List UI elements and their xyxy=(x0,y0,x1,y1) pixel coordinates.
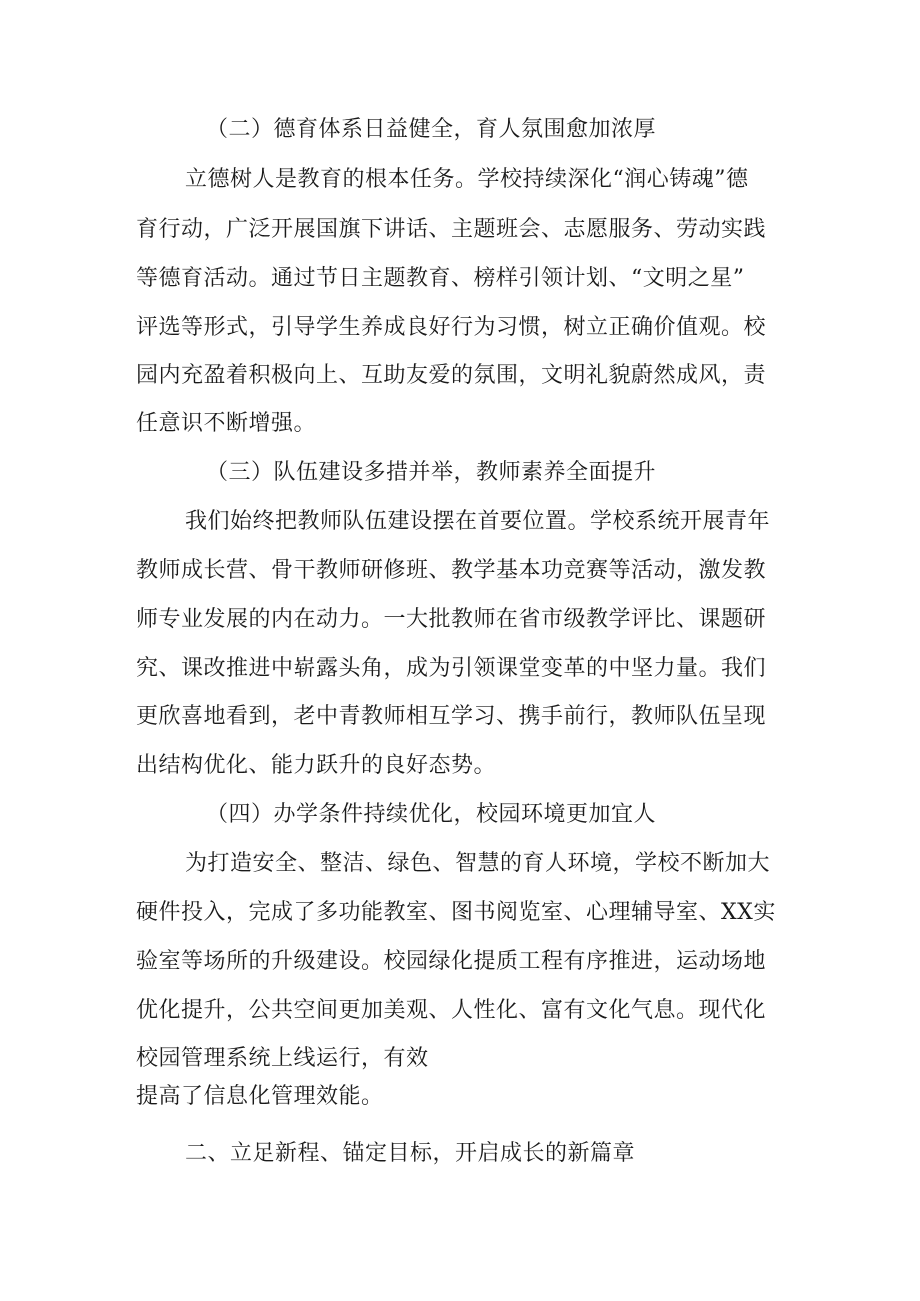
paragraph-line: 提高了信息化管理效能。 xyxy=(136,1084,384,1109)
paragraph-line: 我们始终把教师队伍建设摆在首要位置。学校系统开展青年 xyxy=(185,509,771,534)
paragraph-line: 出结构优化、能力跃升的良好态势。 xyxy=(136,753,497,778)
paragraph-line: 师专业发展的内在动力。一大批教师在省市级教学评比、课题研 xyxy=(136,607,767,632)
paragraph-line: 更欣喜地看到，老中青教师相互学习、携手前行，教师队伍呈现 xyxy=(136,704,767,729)
section-heading-4: （四）办学条件持续优化，校园环境更加宜人 xyxy=(206,802,657,827)
paragraph-line: 等德育活动。通过节日主题教育、榜样引领计划、“文明之星” xyxy=(136,266,745,291)
section-heading-2: （二）德育体系日益健全，育人氛围愈加浓厚 xyxy=(206,117,657,142)
paragraph-line: 为打造安全、整洁、绿色、智慧的育人环境，学校不断加大 xyxy=(185,851,771,876)
chapter-heading-2: 二、立足新程、锚定目标，开启成长的新篇章 xyxy=(185,1141,636,1166)
paragraph-line: 硬件投入，完成了多功能教室、图书阅览室、心理辅导室、XX实 xyxy=(136,900,776,925)
paragraph-line: 育行动，广泛开展国旗下讲话、主题班会、志愿服务、劳动实践 xyxy=(136,217,767,242)
paragraph-line: 任意识不断增强。 xyxy=(136,411,317,436)
section-heading-3: （三）队伍建设多措并举，教师素养全面提升 xyxy=(206,460,657,485)
paragraph-line: 究、课改推进中崭露头角，成为引领课堂变革的中坚力量。我们 xyxy=(136,656,767,681)
paragraph-line: 校园管理系统上线运行，有效 xyxy=(136,1046,429,1071)
paragraph-line: 验室等场所的升级建设。校园绿化提质工程有序推进，运动场地 xyxy=(136,949,767,974)
paragraph-line: 教师成长营、骨干教师研修班、教学基本功竞赛等活动，激发教 xyxy=(136,558,767,583)
paragraph-line: 园内充盈着积极向上、互助友爱的氛围，文明礼貌蔚然成风，责 xyxy=(136,363,767,388)
paragraph-line: 优化提升，公共空间更加美观、人性化、富有文化气息。现代化 xyxy=(136,998,767,1023)
paragraph-line: 立德树人是教育的根本任务。学校持续深化“润心铸魂”德 xyxy=(185,167,749,192)
paragraph-line: 评选等形式，引导学生养成良好行为习惯，树立正确价值观。校 xyxy=(136,315,767,340)
